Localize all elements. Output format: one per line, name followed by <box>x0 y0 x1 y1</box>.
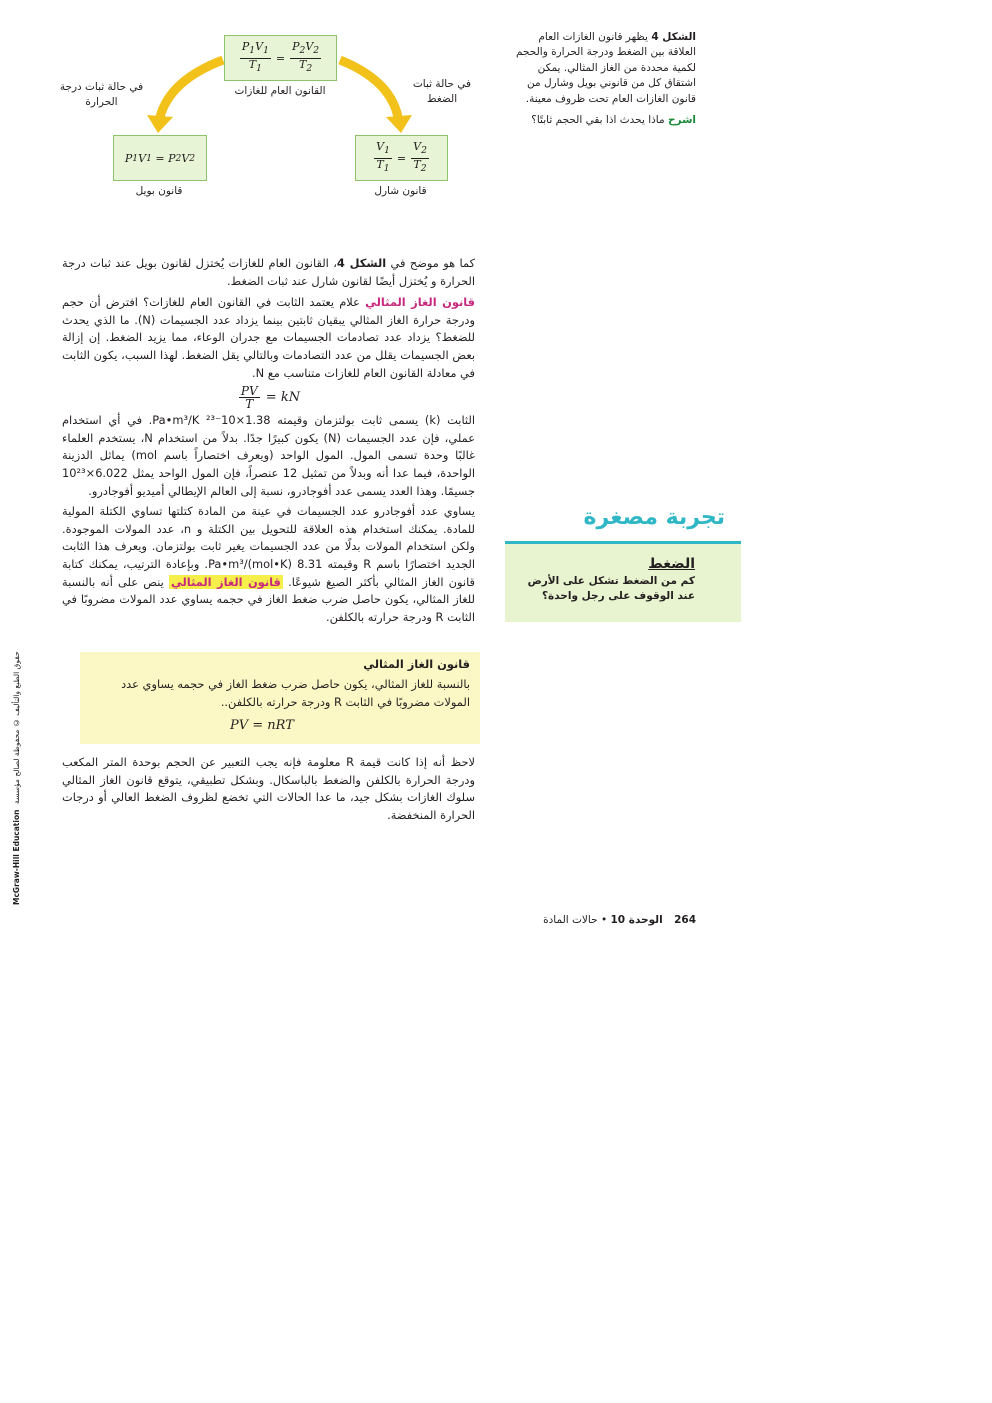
bullet-separator: • <box>600 914 608 926</box>
page-footer <box>520 914 696 926</box>
p1-text-a: كما هو موضح في <box>390 256 476 270</box>
page-number: 264 <box>674 914 696 926</box>
paragraph-3: الثابت (k) يسمى ثابت بولتزمان وقيمته 1.38×10⁻²³ Pa•m³/K. في أي استخدام عملي، فإن عدد الجسيمات (N) يكون كبيرًا جدًا. بدلاً من استخدام N، يستخدم العلماء غالبًا وحدة تسمى المول. المول الواحد (ويعرف اختصاراً باسم mol) يماثل الدزينة الواحدة، فيما عدا أنه وبدلاً من تمثيل 12 عنصراً، فإن المول الواحد يمثل 6.022×10²³ جسيمًا. وهذا العدد يسمى عدد أفوجادرو، نسبة إلى العالم الإيطالي أميديو أفوجادرو. <box>62 413 475 498</box>
mini-lab-title: الضغط <box>648 556 695 572</box>
publisher-name: McGraw-Hill Education <box>12 809 21 905</box>
side-copyright <box>12 645 21 905</box>
mini-lab-question: كم من الضغط تشكل على الأرض عند الوقوف على رجل واحدة؟ <box>527 575 695 602</box>
left-arrow-label: في حالة ثبات درجة الحرارة <box>59 81 144 108</box>
paragraph-2 <box>62 294 475 382</box>
chapter-label: حالات المادة <box>543 914 598 926</box>
right-arrow <box>340 60 398 117</box>
paragraph-5: لاحظ أنه إذا كانت قيمة R معلومة فإنه يجب التعبير عن الحجم بوحدة المتر المكعب ودرجة الحرارة بالكلفن والضغط بالباسكال. وبشكل تطبيقي، يتوقع قانون الغاز المثالي سلوك الغازات بشكل جيد، ما عدا الحالات التي تخضع لظروف الضغط العالي أو درجات الحرارة المنخفضة. <box>62 755 475 822</box>
definition-box <box>80 652 480 744</box>
gas-law-diagram <box>40 25 510 210</box>
charles-law-label: قانون شارل <box>374 185 427 197</box>
ideal-gas-law-heading: قانون الغاز المثالي <box>365 295 475 310</box>
main-column <box>62 255 475 626</box>
paragraph-1 <box>62 255 475 290</box>
definition-title: قانون الغاز المثالي <box>363 657 470 671</box>
p1-text-b: ، القانون العام للغازات يُختزل لقانون بويل عند ثبات درجة الحرارة و يُختزل أيضًا لقانون شارل عند ثبات الضغط. <box>62 256 475 288</box>
definition-equation: PV = nRT <box>230 718 294 733</box>
caption-label: الشكل 4 <box>651 31 696 43</box>
definition-text: بالنسبة للغاز المثالي، يكون حاصل ضرب ضغط الغاز في حجمه يساوي عدد المولات مضروبًا في الثابت R ودرجة حرارته بالكلفن.. <box>121 677 470 709</box>
combined-law-box: $\frac{P_1V_1}{T_1}$ = $\frac{P_2V_2}{T_2}$ <box>224 35 337 81</box>
p4-text: يساوي عدد أفوجادرو عدد الجسيمات في عينة من المادة كتلتها تساوي الكتلة المولية للمادة. يمكنك استخدام هذه العلاقة للتحويل بين الكتلة و n، عدد المولات الموجودة. ولكن استخدام المولات بدلًا من عدد الجسيمات يغير ثابت بولتزمان. ويعرف هذا الثابت الجديد اختصارًا باسم R وقيمته 8.31 Pa•m³/(mol•K). وبإعادة الترتيب، يمكنك كتابة قانون الغاز المثالي بأكثر الصيغ شيوعًا. <box>62 504 475 589</box>
explain-text: ماذا يحدث اذا بقي الحجم ثابتًا؟ <box>531 114 665 127</box>
right-arrow-head <box>386 115 412 133</box>
caption-text: يظهر قانون الغازات العام العلاقة بين الضغط ودرجة الحرارة والحجم لكمية محددة من الغاز المثالي. يمكن اشتقاق كل من قانوني بويل وشارل من قانون الغازات العام تحت ظروف معينة. <box>516 31 696 105</box>
charles-law-box: $\frac{V_1}{T_1}$ = $\frac{V_2}{T_2}$ <box>355 135 448 181</box>
p4-end: ينص على أنه بالنسبة للغاز المثالي، يكون حاصل ضرب ضغط الغاز في حجمه يساوي عدد المولات مضروبًا في الثابت R ودرجة حرارته بالكلفن. <box>62 574 475 624</box>
explain-label: اشرح <box>667 114 696 127</box>
boyle-law-box: P 1 V 1 = P 2 V 2 <box>113 135 207 181</box>
p2-text: علام يعتمد الثابت في القانون العام للغازات؟ افترض أن حجم ودرجة حرارة الغاز المثالي يبقيان ثابتين بينما يزداد عدد الجسيمات (N). ما الذي يحدث للضغط؟ يزداد عدد تصادمات الجسيمات مع جدران الوعاء، مما يزيد الضغط. إن إزالة بعض الجسيمات يقلل من عدد التصادمات وبالتالي يقل الضغط. لهذا السبب، يكون الثابت في معادلة القانون العام للغازات متناسب مع N. <box>62 295 475 380</box>
mini-lab-banner: تجربة مصغرة <box>583 505 725 530</box>
p1-figure-ref: الشكل 4 <box>336 256 387 270</box>
paragraph-4 <box>62 503 475 626</box>
figure-caption <box>512 30 696 128</box>
ideal-gas-law-highlight: قانون الغاز المثالي <box>171 574 281 589</box>
unit-label: الوحدة 10 <box>610 914 663 926</box>
combined-law-label: القانون العام للغازات <box>234 85 326 97</box>
mini-lab-box <box>505 541 741 622</box>
left-arrow <box>160 60 223 117</box>
right-arrow-label: في حالة ثبات الضغط <box>412 78 472 105</box>
boyle-law-label: قانون بويل <box>135 185 183 197</box>
equation-pv-t-kn: $\frac{PV}{T}$ = kN <box>240 384 301 412</box>
copyright-text: حقوق الطبع والتأليف © محفوظة لصالح مؤسسة <box>12 650 21 804</box>
left-arrow-head <box>147 115 173 133</box>
